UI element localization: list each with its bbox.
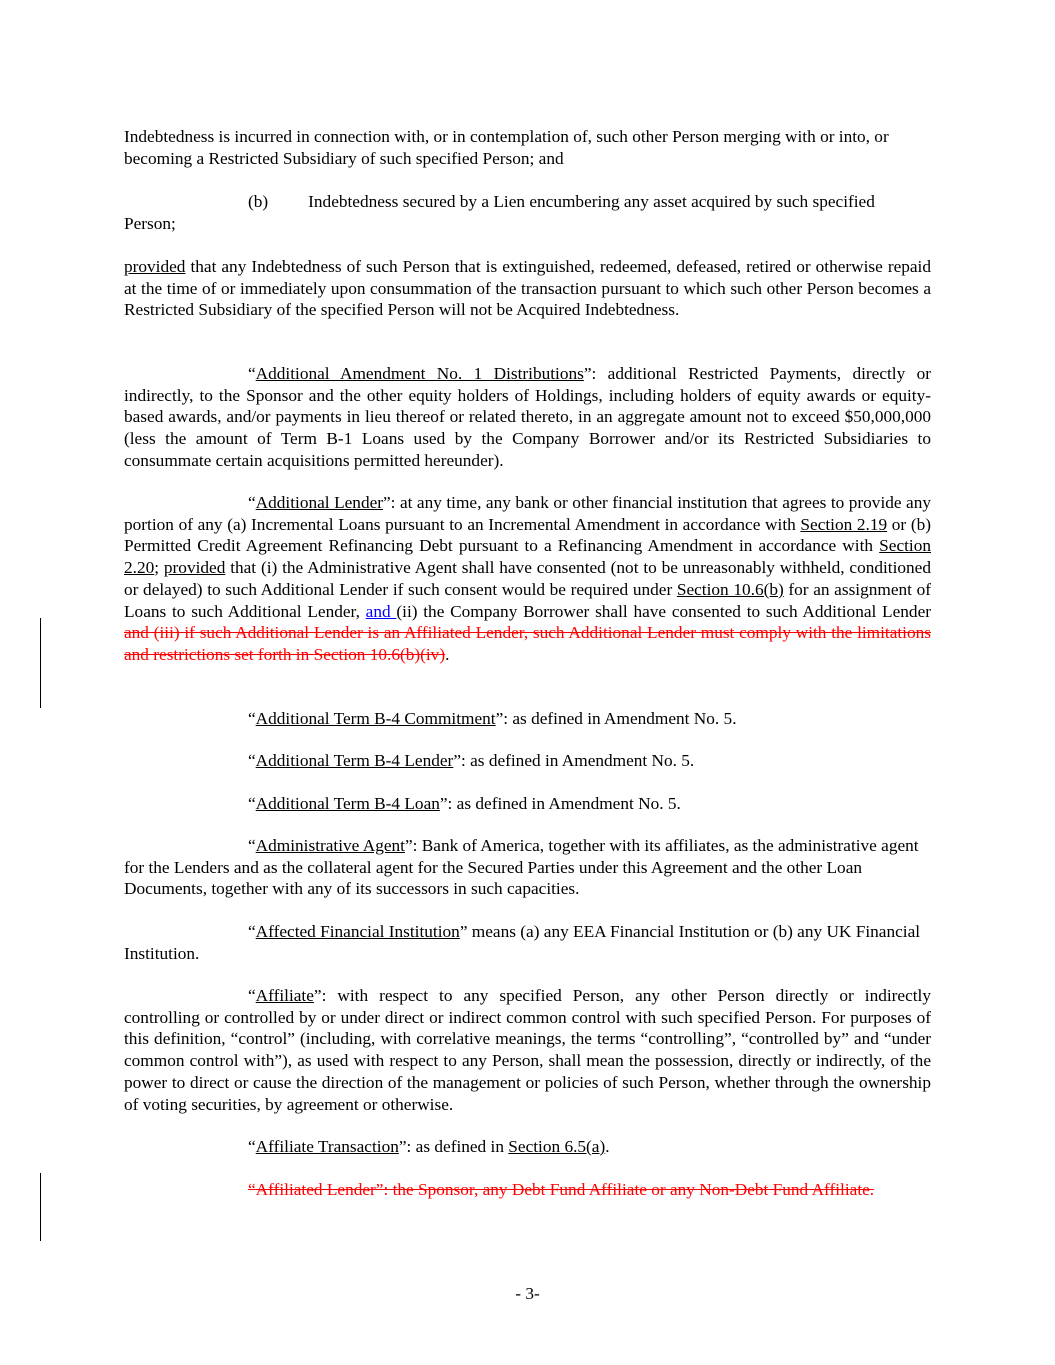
proviso-term: provided — [124, 257, 186, 276]
open-quote: “ — [248, 1137, 256, 1156]
definition-text: ”: at any time, any bank or other financial institution that agrees to provide any portion of any (a) Incremental Loans pursuant to an Incremental Amendment in accordance with — [124, 493, 931, 534]
clause-label: (b) — [248, 192, 269, 211]
open-quote: “ — [248, 794, 256, 813]
defined-term: Additional Term B-4 Commitment — [255, 709, 496, 728]
section-reference: Section 2.20 — [124, 536, 931, 578]
defined-term: Affected Financial Institution — [255, 922, 460, 941]
change-bar — [40, 618, 41, 708]
defined-term: Additional Term B-4 Loan — [255, 794, 440, 813]
definition-additional-amendment-distributions — [124, 363, 931, 472]
defined-term: Administrative Agent — [255, 836, 405, 855]
definition-text: ”: Bank of America, together with its affiliates, as the administrative agent for the Lenders and as the collateral agent for the Secured Parties under this Agreement and the other Loan Documents, together with any of its successors in such capacities. — [124, 836, 919, 899]
definition-text: ; — [154, 558, 164, 578]
definition-additional-term-b4-lender — [124, 750, 931, 772]
definition-affiliate — [124, 985, 931, 1115]
open-quote: “ — [248, 986, 256, 1005]
definition-affected-financial-institution — [124, 921, 931, 964]
definition-text: ” means (a) any EEA Financial Institution or (b) any UK Financial Institution. — [124, 922, 921, 963]
proviso-term: provided — [163, 558, 226, 578]
deleted-text: and (iii) if such Additional Lender is an Affiliated Lender, such Additional Lender must comply with the limitations and restrictions set forth in — [124, 623, 931, 664]
deleted-section-reference: Section 10.6(b)(iv) — [313, 644, 446, 664]
open-quote: “ — [248, 364, 256, 383]
section-reference: Section 6.5(a) — [508, 1137, 606, 1156]
page-number: - 3- — [515, 1284, 540, 1303]
proviso-text: that any Indebtedness of such Person that is extinguished, redeemed, defeased, retired or otherwise repaid at the time of or immediately upon consummation of the transaction pursuant to which such other Person becomes a Restricted Subsidiary of the specified Person will not be Acquired Indebtedness. — [124, 257, 931, 320]
inserted-text: and — [365, 601, 397, 621]
deleted-defined-term: Affiliated Lender — [255, 1180, 376, 1199]
defined-term: Additional Amendment No. 1 Distributions — [255, 364, 584, 383]
open-quote: “ — [248, 922, 256, 941]
section-reference: Section 10.6(b) — [676, 579, 784, 599]
open-quote: “ — [248, 709, 256, 728]
clause-text: Indebtedness secured by a Lien encumbering any asset acquired by such specified Person; — [124, 192, 875, 233]
paragraph-clause-b — [124, 191, 931, 234]
section-reference: Section 2.19 — [800, 514, 888, 534]
defined-term: Additional Term B-4 Lender — [255, 751, 454, 770]
definition-additional-lender — [124, 492, 931, 666]
defined-term: Affiliate Transaction — [255, 1137, 399, 1156]
definition-text: that (i) the Administrative Agent shall have consented (not to be unreasonably withheld, conditioned or delayed) to such Additional Lender if such consent would be required under — [124, 558, 931, 599]
paragraph-acquired-indebtedness-clause-a: Indebtedness is incurred in connection with, or in contemplation of, such other Person merging with or into, or becoming a Restricted Subsidiary of such specified Person; and — [124, 127, 889, 168]
definition-text: . — [605, 1137, 610, 1156]
definition-additional-term-b4-commitment — [124, 708, 931, 730]
paragraph-proviso — [124, 256, 931, 321]
deleted-open-quote: “ — [248, 1180, 256, 1199]
definition-text: ”: as defined in — [398, 1137, 509, 1156]
definition-text: or (b) Permitted Credit Agreement Refinancing Debt pursuant to a Refinancing Amendment in accordance with — [124, 514, 931, 556]
definition-affiliate-transaction — [124, 1136, 931, 1158]
definition-additional-term-b4-loan — [124, 793, 931, 815]
definition-text: for an assignment of Loans to such Additional Lender, — [124, 579, 931, 621]
defined-term: Additional Lender — [255, 493, 384, 512]
deleted-text: ”: the Sponsor, any Debt Fund Affiliate or any Non-Debt Fund Affiliate. — [375, 1180, 875, 1199]
definition-text: ”: as defined in Amendment No. 5. — [439, 794, 681, 813]
definition-administrative-agent — [124, 835, 931, 900]
definition-affiliated-lender-deleted — [124, 1179, 931, 1201]
definition-text: (ii) the Company Borrower shall have consented to such Additional Lender — [396, 601, 931, 621]
definition-text: ”: as defined in Amendment No. 5. — [453, 751, 695, 770]
definition-text: . — [445, 644, 450, 664]
change-bar — [40, 1173, 41, 1241]
definition-text: ”: as defined in Amendment No. 5. — [495, 709, 737, 728]
definition-text: ”: with respect to any specified Person, any other Person directly or indirectly controlling or controlled by or under direct or indirect common control with such specified Person. For purposes of this definition, “control” (including, with correlative meanings, the terms “controlling”, “controlled by” and “under common control with”), as used with respect to any Person, shall mean the possession, directly or indirectly, of the power to direct or cause the direction of the management or policies of such Person, whether through the ownership of voting securities, by agreement or otherwise. — [124, 986, 931, 1114]
open-quote: “ — [248, 751, 256, 770]
open-quote: “ — [248, 836, 256, 855]
open-quote: “ — [248, 493, 256, 512]
defined-term: Affiliate — [255, 986, 314, 1005]
definition-text: ”: additional Restricted Payments, directly or indirectly, to the Sponsor and the other equity holders of Holdings, including holders of equity awards or equity-based awards, and/or payments in lieu thereof or related thereto, in an aggregate amount not to exceed $50,000,000 (less the amount of Term B-1 Loans used by the Company Borrower and/or its Restricted Subsidiaries to consummate certain acquisitions permitted hereunder). — [124, 364, 931, 470]
